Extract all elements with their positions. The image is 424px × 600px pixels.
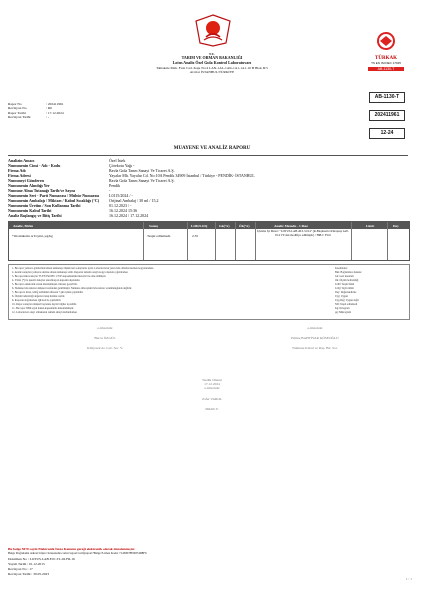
meta-value: : 17.12.2024	[46, 110, 64, 115]
col-gk: Gk(%)	[219, 223, 230, 228]
info-key: Firma Adresi	[8, 173, 31, 178]
signature-left	[60, 326, 150, 351]
meta-value: : 202411961	[46, 102, 64, 106]
info-key: Numunenin Ambalajı / Miktarı / Kabul Sıcaklığı (°C)	[8, 198, 100, 203]
footer-publish-date: Yayım Tarihi : 01.12.2015	[8, 562, 45, 566]
info-value: Ravla Gıda Tarım Sanayi Ve Ticaret A.Ş.	[109, 178, 175, 183]
info-value: 16.12.2024 / 17.12.2024	[109, 213, 149, 218]
turkak-code: AB-1130-T	[368, 67, 404, 71]
header-address-1: Tahtakale Mah. Fırat Cad. Kapı No:4 LAN-1AL-1AK-1A1-1A1-10 B Blok D:5	[156, 65, 268, 70]
header-address-2: Avcılar İSTANBUL/TÜRKİYE	[189, 70, 235, 74]
signature-emza: e-imzalıdır	[97, 326, 113, 330]
col-divider	[215, 222, 216, 260]
note-line: 9- Raporun doğrulaması QR kod ile yapılabilir.	[12, 299, 62, 302]
note-line: 1- Bu rapor yalnızca gönderilen/alınan numuneye ilişkin test sonuçlarını içerir. Laboratuvarın yazılı izni olmadan kısmen kopyalanamaz.	[12, 267, 154, 270]
note-line: 4- Yıldız (*) ile işaretli deneyler akreditasyon kapsamı dışındadır.	[12, 279, 81, 282]
meta-value: : -	[46, 115, 50, 120]
abbrev-line: µg: Mikrogram	[335, 311, 351, 314]
turkak-sub: TS EN ISO/IEC 17025	[371, 61, 401, 65]
info-key: Numune Alma Tutanağı Tarih/ve Sayısı	[8, 188, 76, 193]
note-line: 7- Bu rapora itiraz, tebliğ tarihinden itibaren 7 gün içinde yapılabilir.	[12, 291, 84, 294]
col-divider	[387, 222, 388, 260]
cell-sonuc: Tespit edilemedi.	[147, 234, 172, 238]
notes-left	[12, 267, 332, 315]
divider	[8, 155, 408, 156]
footer-revision-date: Revizyon Tarihi : 30.05.2023	[8, 572, 50, 576]
info-key: Numunenin Seri - Parti Numarası / Mühür Numarası	[8, 193, 100, 198]
abbrev-line: Uyg.Değ: Uygun değil	[335, 299, 359, 302]
info-value: Çörekotu Yağı -	[109, 163, 135, 168]
info-value: L0115/2024 / -	[109, 193, 133, 198]
info-key: Firma Adı	[8, 168, 26, 173]
header	[100, 52, 324, 74]
signature-name: Emine BAHTİYAR KÖSEOĞLU	[291, 336, 339, 341]
signature-name: Zafer VAROL	[202, 396, 222, 401]
meta-value: : R0	[46, 106, 52, 111]
signature-emza: e-imzalıdır	[307, 326, 323, 330]
note-line: 2- Analiz sonuçları yalnızca analize alınan numuneye aittir. Raporun tamamı onaylı kopya dışında çoğaltılamaz.	[12, 271, 129, 274]
col-dey: Dey	[393, 223, 399, 228]
col-sonuc: Sonuç	[149, 223, 159, 228]
abbrev-line: Gk: Geri kazanım	[335, 275, 354, 278]
col-divider	[255, 222, 256, 260]
cell-metod: İçletme İçi Metot: "LOTUS.LAB.AT.L3.014" (R-Biopharm Ochraprep A20-P14 V9 dan modifiye edilmiştir) / HPLC FLD	[257, 229, 349, 237]
header-lab: Lotus Analiz Özel Gıda Kontrol Laboratuvarı	[172, 60, 252, 65]
col-divider	[351, 222, 352, 260]
abbrev-line: Ök: Ölçüm belirsizliği	[335, 279, 359, 282]
col-metod: Analiz Metodu - Cihaz	[274, 223, 308, 228]
meta-key: Rapor Tarihi	[8, 110, 26, 115]
footer-revision-no: Revizyon No : 17	[8, 567, 33, 571]
col-divider	[143, 222, 144, 260]
info-key: Numunenin Alındığı Yer	[8, 183, 50, 188]
signature-emza: e-imzalıdır	[204, 386, 220, 391]
note-line: 6- Numune laboratuvara müşteri tarafından getirilmiştir. Numune alma işlemi laboratuvar sorumluluğunda değildir.	[12, 287, 132, 290]
signature-title: Numune Kabul ve Rap. Bir. Sor.	[292, 346, 338, 351]
signature-title: Müdür V.	[205, 406, 219, 411]
accreditation-box: AB-1130-T	[369, 92, 405, 103]
col-analiz: Analiz, Birim	[13, 223, 34, 228]
header-ministry: TARIM VE ORMAN BAKANLIĞI	[181, 55, 243, 61]
results-table	[8, 221, 410, 261]
abbrev-line: LOQ: Tayin limiti	[335, 287, 354, 290]
turkak-circle-icon	[368, 31, 404, 51]
cell-analiz: *Otomikotin A Toyini, µg/kg	[12, 234, 53, 238]
header-tc: T.C.	[208, 52, 216, 56]
signature-title: Kimyasal Ar. Lab. Sor. V.	[87, 346, 123, 351]
footer-verify-link[interactable]: Belge Doğrulama Adresi: https://lotusanaliz.com.tr/report/verifyreport?Belge E-imza Kodu: 71430078E0D74D8F9	[8, 551, 147, 555]
abbrev-line: Kg: Kilogram	[335, 307, 350, 310]
abbrev-line: ND: Tespit edilemedi	[335, 303, 358, 306]
report-meta	[8, 102, 168, 120]
page-number: 1 / 1	[405, 577, 412, 581]
period-box: 12-24	[369, 128, 405, 139]
abbrev-line: LOD: Tespit limiti	[335, 283, 355, 286]
turkak-label: TÜRKAK	[375, 56, 397, 61]
info-value: Yayalar Mh. Yayalar Cd. No:10A Pendik 34909 İstanbul / Türkiye - PENDİK- İSTANBUL	[109, 173, 255, 178]
meta-key: Rapor No	[8, 102, 22, 106]
info-key: Analizin Amacı	[8, 158, 35, 163]
info-value: Özel İstek	[109, 158, 126, 163]
note-line: 5- Bu rapor elektronik olarak imzalanmıştır, imzasız geçerlidir.	[12, 283, 78, 286]
notes-right	[335, 267, 407, 315]
signature-name: Burcu ÖZGÜL	[94, 336, 116, 341]
meta-key: Revizyon Tarihi	[8, 115, 31, 120]
notes-box	[8, 264, 410, 320]
footer-esign-notice: Bu belge 5070 sayılı Elektronik İmza Kanunu gereği elektronik olarak imzalanmıştır.	[8, 547, 135, 551]
note-line: 11- Bu rapor 5996 sayılı kanun kapsamında düzenlenmiştir.	[12, 307, 74, 310]
abbrev-line: Kısaltmalar:	[335, 267, 348, 270]
note-line: 10- Rapor sonuçları müşteri beyanına dayalı bilgiler içerebilir.	[12, 303, 77, 306]
info-key: Numunenin Kabul Tarihi	[8, 208, 52, 213]
footer-doc-no: Doküman No : LOTUS.LAB.F.01.TL.02.FR.16	[8, 557, 75, 561]
info-key: Analiz Başlangıç ve Bitiş Tarihi	[8, 213, 62, 218]
approval-label: Tasdik Olunur	[201, 378, 223, 382]
info-value: -	[109, 188, 111, 193]
ministry-logo-icon	[192, 13, 234, 47]
turkak-logo	[368, 31, 404, 71]
report-title: MUAYENE VE ANALİZ RAPORU	[173, 146, 251, 151]
abbrev-line: Dey: Değerlendirme	[335, 291, 357, 294]
col-ok: Ök(%)	[239, 223, 250, 228]
info-value: 16.12.2024 15:36	[109, 208, 138, 213]
note-line: 12- Laboratuvar onayı olmaksızın reklam amaçlı kullanılamaz.	[12, 311, 78, 314]
note-line: 8- Ölçüm belirsizliği değerleri talep halinde verilir.	[12, 295, 65, 298]
info-key: Numunenin Üretim / Son Kullanma Tarihi	[8, 203, 81, 208]
col-divider	[187, 222, 188, 260]
abbrev-line: Bkz: Bağlantılara bakınız	[335, 271, 362, 274]
cell-lod: 2.35	[192, 234, 199, 238]
report-number-box: 202411961	[369, 110, 405, 121]
col-limit: Limit	[366, 223, 375, 228]
col-divider	[235, 222, 236, 260]
info-value: Pendik	[109, 183, 121, 188]
approval-date: 17.12.2024	[204, 382, 220, 387]
info-value: Ravla Gıda Tarım Sanayi Ve Ticaret A.Ş.	[109, 168, 175, 173]
table-row	[9, 229, 409, 260]
col-lod: LOD/LOQ	[191, 223, 208, 228]
info-key: Numunenin Cinsi - Adı - Kodu	[8, 163, 61, 168]
meta-key: Revizyon No	[8, 106, 27, 111]
info-key: Numuneyi Gönderen	[8, 178, 44, 183]
table-header	[9, 222, 409, 229]
info-value: Orijinal Ambalaj / 30 ml / 15,2	[109, 198, 159, 203]
signature-center	[162, 378, 262, 411]
info-value: 01.12.2023 / -	[109, 203, 132, 208]
abbrev-line: Uyg: Uygun	[335, 295, 348, 298]
note-line: 3- Bu rapordaki sonuçlar TS EN ISO/IEC 17025 kapsamındaki metotlar ile elde edilmiştir.	[12, 275, 107, 278]
signature-right	[255, 326, 375, 351]
